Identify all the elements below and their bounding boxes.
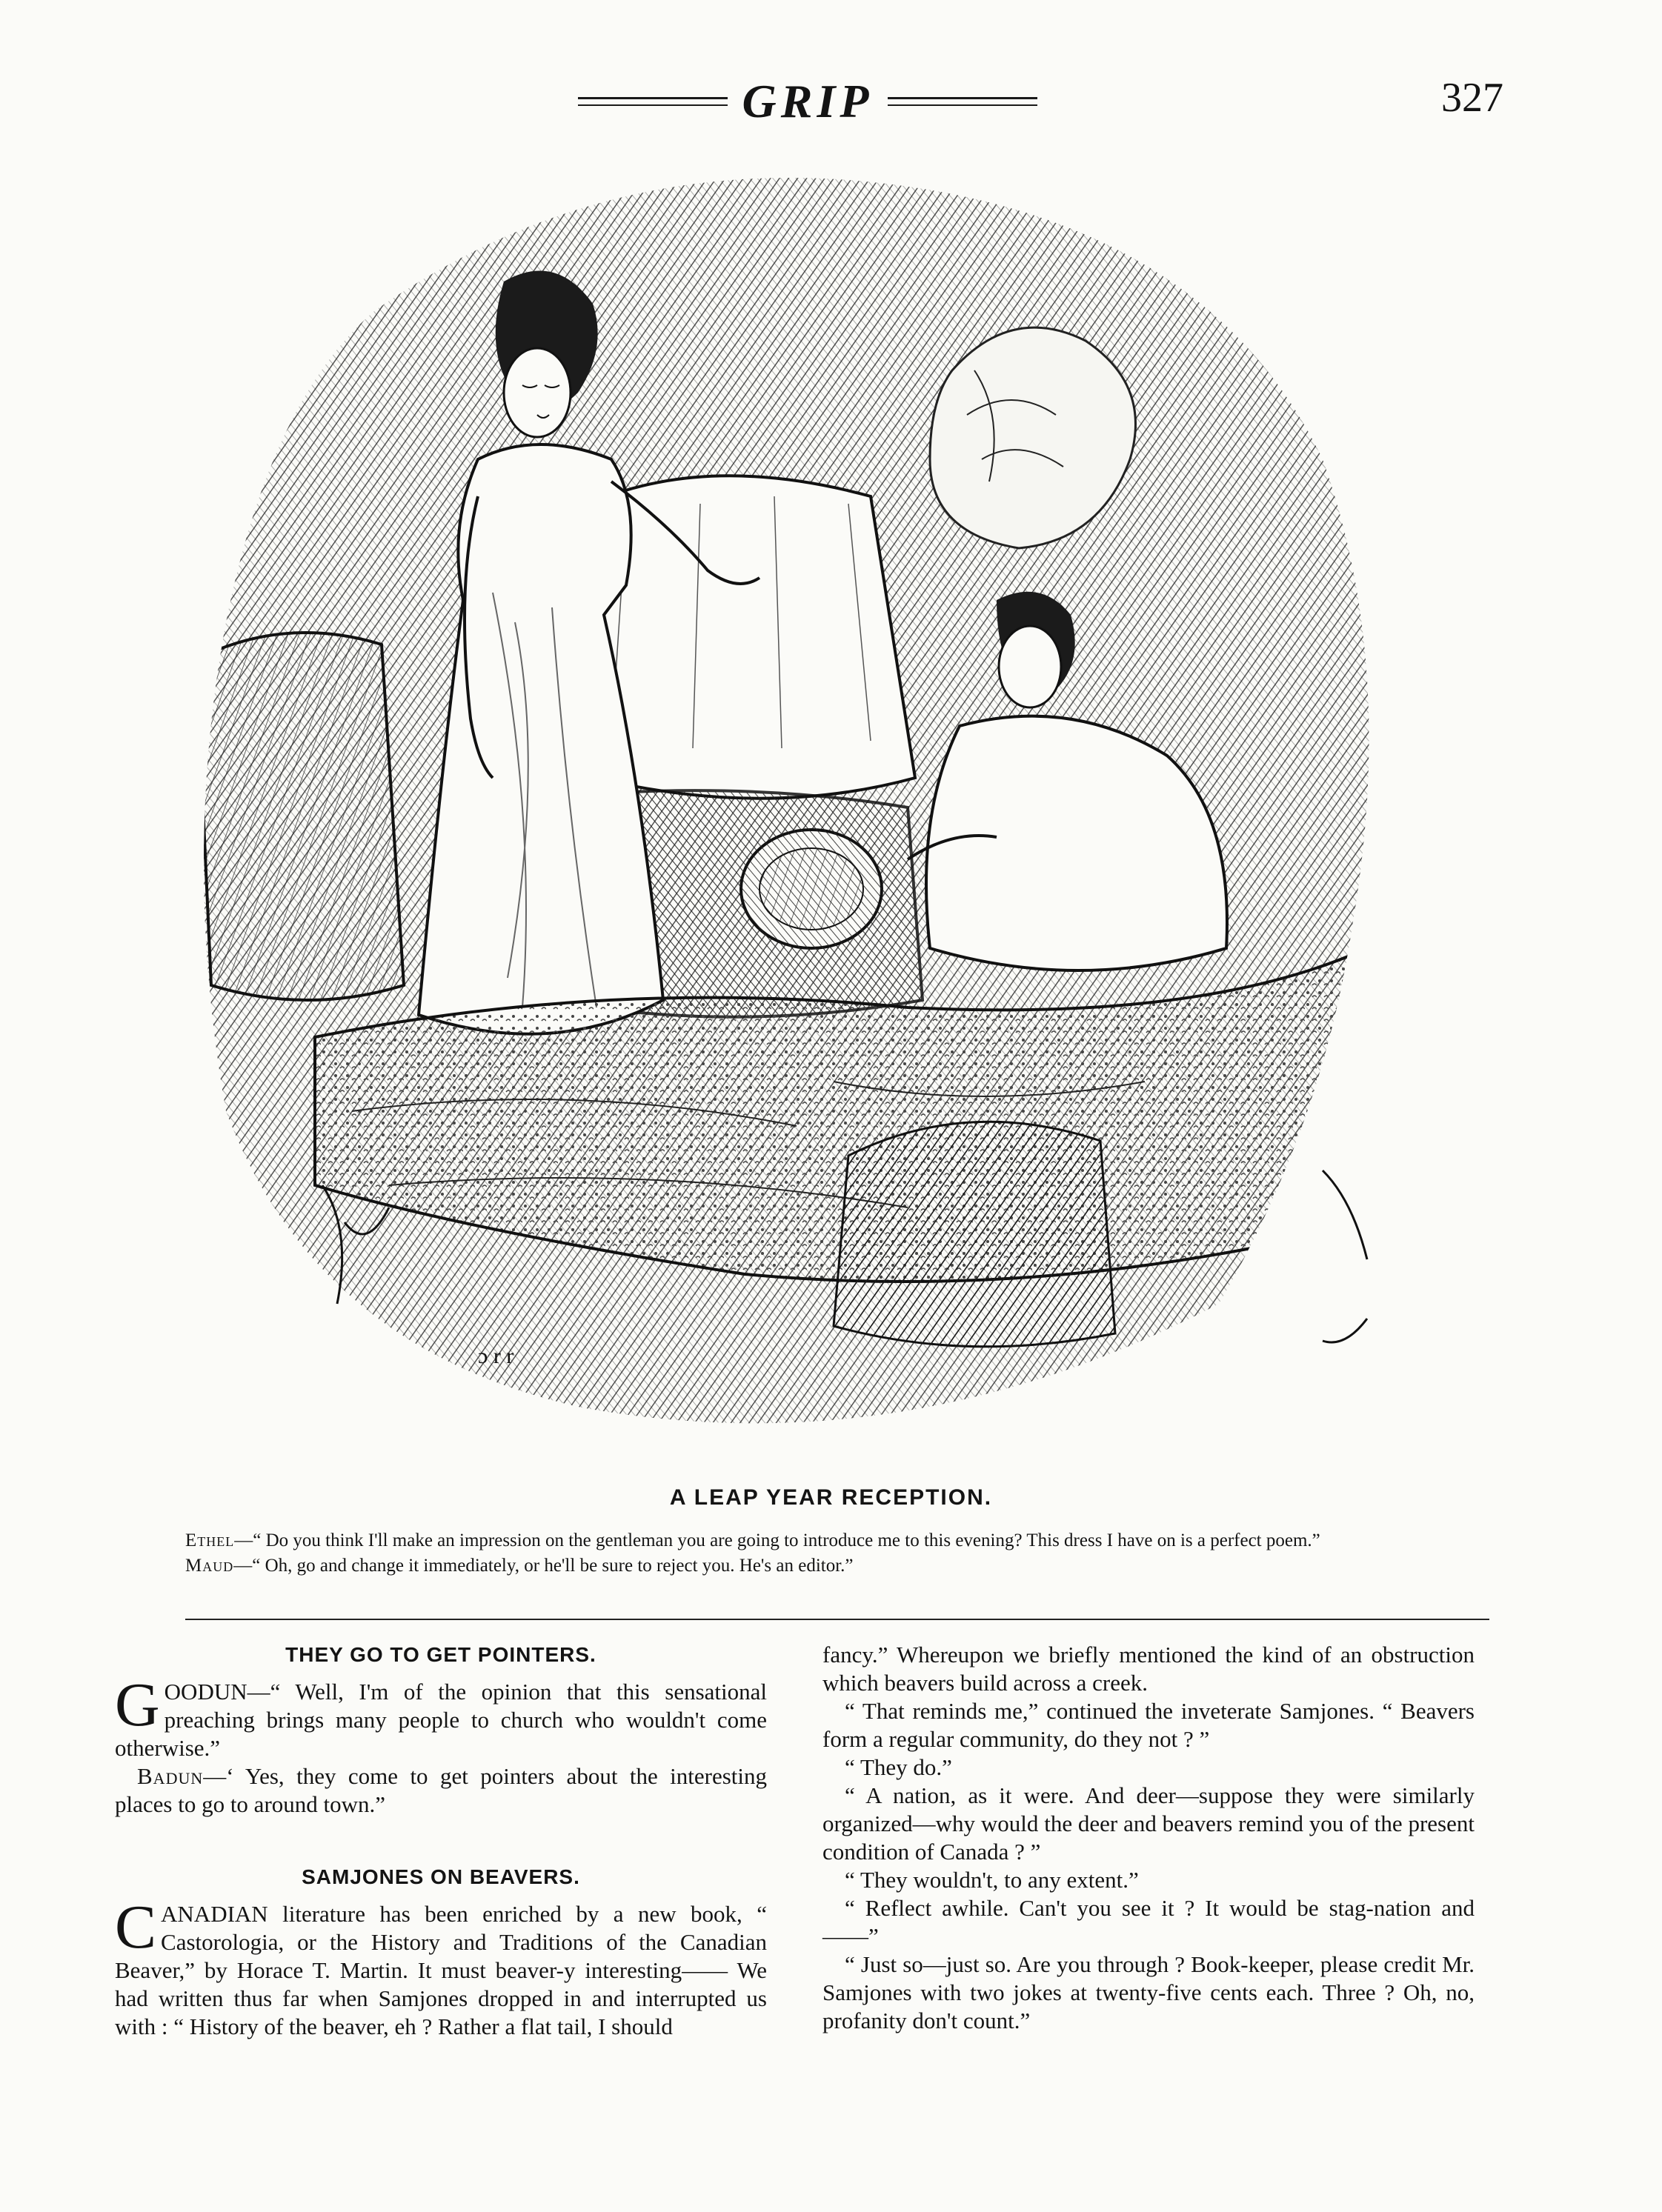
speaker-badun: Badun <box>137 1763 204 1789</box>
leap-year-reception-engraving <box>167 148 1426 1489</box>
page-number: 327 <box>1441 75 1503 121</box>
speaker-ethel: Ethel <box>185 1530 235 1550</box>
dropcap-c: C <box>115 1893 157 1962</box>
right-column <box>822 1641 1475 2035</box>
dialogue-line-maud <box>185 1555 1489 1577</box>
beavers-paragraph-4: “ They do.” <box>845 1754 952 1780</box>
illustration-dialogue <box>185 1530 1489 1580</box>
speaker-maud: Maud <box>185 1556 234 1576</box>
section-divider <box>185 1619 1489 1620</box>
beavers-paragraph-1 <box>115 1893 767 2041</box>
pointers-paragraph-2 <box>115 1762 767 1819</box>
beavers-paragraph-7: “ Reflect awhile. Can't you see it ? It would be stag-nation and——” <box>822 1895 1475 1949</box>
dialogue-line-ethel <box>185 1530 1489 1552</box>
engraving-illustration <box>167 148 1426 1489</box>
artist-signature: ɔ r r <box>478 1344 514 1368</box>
beavers-paragraph-2: fancy.” Whereupon we briefly mentioned the kind of an obstruction which beavers build across a creek. <box>822 1642 1475 1696</box>
beavers-paragraph-3: “ That reminds me,” continued the inveterate Samjones. “ Beavers form a regular community, do they not ? ” <box>822 1698 1475 1752</box>
beavers-paragraph-5: “ A nation, as it were. And deer—suppose they were similarly organized—why would the deer and beavers remind you of the present condition of Canada ? ” <box>822 1782 1475 1865</box>
pointers-paragraph-1 <box>115 1670 767 1762</box>
dialogue-text-ethel: —“ Do you think I'll make an impression on the gentleman you are going to introduce me to this evening? This dress I have on is a perfect poem.” <box>234 1530 1320 1550</box>
left-column <box>115 1641 767 2041</box>
illustration-caption-title: A LEAP YEAR RECEPTION. <box>669 1485 993 1510</box>
beavers-paragraph-6: “ They wouldn't, to any extent.” <box>845 1867 1139 1893</box>
masthead <box>578 68 1037 135</box>
beavers-text-1: ANADIAN literature has been enriched by a new book, “ Castorologia, or the History and Traditions of the Canadian Beaver,” by Horace T. Martin. It must beaver-y interesting—— We had written thus far when Samjones dropped in and interrupted us with : “ History of the beaver, eh ? Rather a flat tail, I should <box>115 1901 767 2039</box>
article-title-beavers: SAMJONES ON BEAVERS. <box>302 1865 580 1888</box>
pointers-text-2: —‘ Yes, they come to get pointers about the interesting places to go to around town.” <box>115 1763 767 1817</box>
dropcap-g: G <box>115 1670 160 1739</box>
masthead-rule-left <box>578 93 728 110</box>
dialogue-text-maud: —“ Oh, go and change it immediately, or he'll be sure to reject you. He's an editor.” <box>233 1556 854 1576</box>
pointers-text-1: OODUN—“ Well, I'm of the opinion that this sensational preaching brings many people to church who wouldn't come otherwise.” <box>115 1679 767 1761</box>
masthead-title: GRIP <box>742 75 874 127</box>
masthead-rule-right <box>888 93 1037 110</box>
beavers-paragraph-8: “ Just so—just so. Are you through ? Book-keeper, please credit Mr. Samjones with two jokes at twenty-five cents each. Three ? Oh, no, profanity don't count.” <box>822 1951 1475 2033</box>
article-title-pointers: THEY GO TO GET POINTERS. <box>285 1643 596 1666</box>
